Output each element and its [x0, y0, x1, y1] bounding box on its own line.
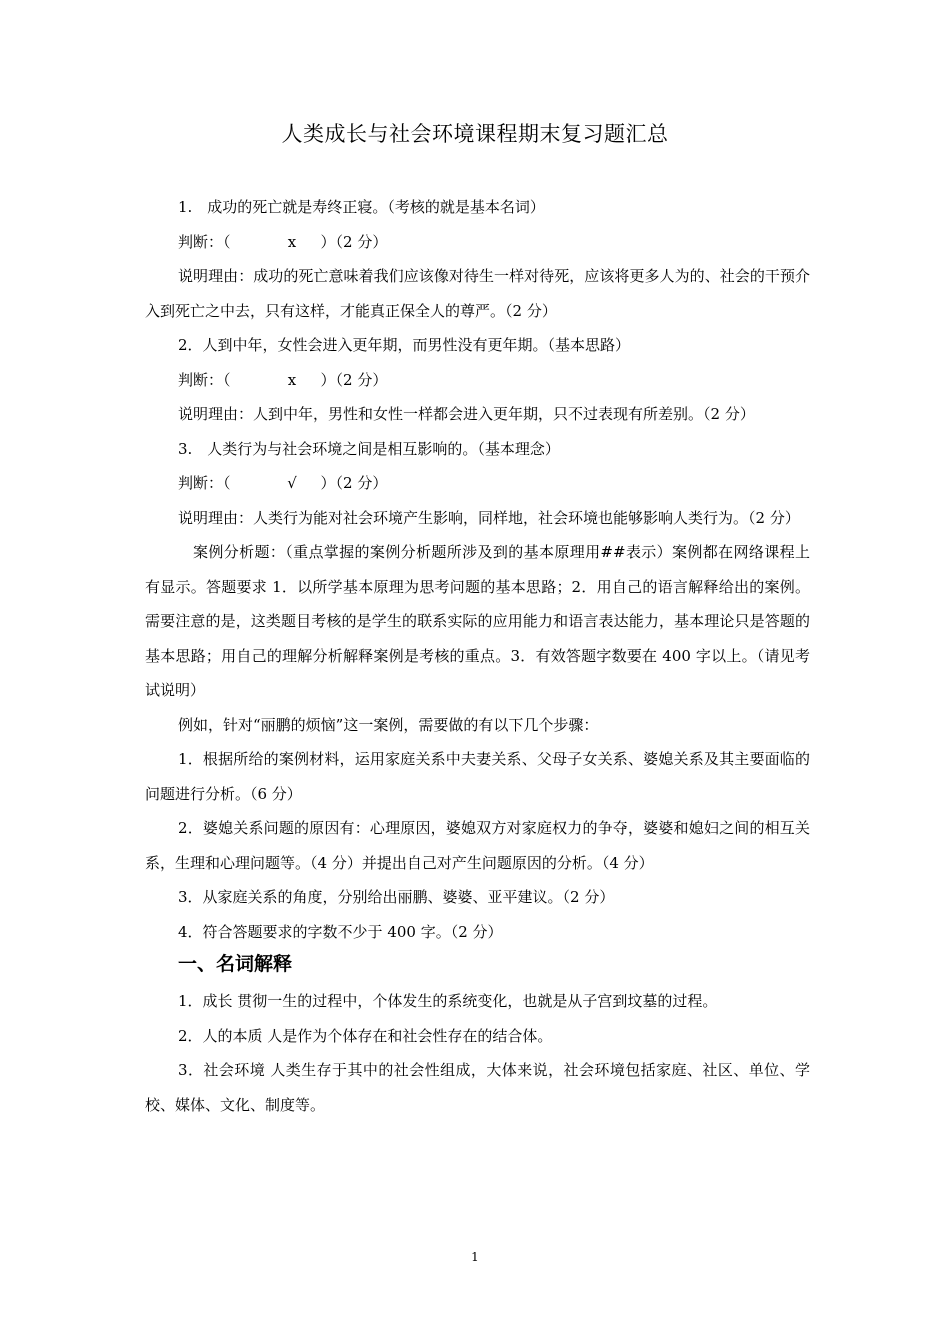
judge-prefix: 判断：（ — [178, 474, 231, 492]
question-2-reason: 说明理由：人到中年，男性和女性一样都会进入更年期，只不过表现有所差别。（2 分） — [178, 405, 755, 423]
case-example: 例如，针对“丽鹏的烦恼”这一案例，需要做的有以下几个步骤： — [178, 715, 599, 734]
judge-mark: x — [287, 370, 297, 389]
question-3-reason: 说明理由：人类行为能对社会环境产生影响，同样地，社会环境也能够影响人类行为。（2 分） — [178, 508, 800, 527]
judge-suffix: ）（2 分） — [320, 474, 388, 492]
case-step-4: 4．符合答题要求的字数不少于 400 字。（2 分） — [178, 922, 503, 941]
document-title: 人类成长与社会环境课程期末复习题汇总 — [281, 122, 669, 146]
judge-mark: x — [287, 232, 297, 251]
judge-mark: √ — [287, 474, 297, 492]
question-2-judgement — [145, 363, 810, 398]
section-heading-terms: 一、名词解释 — [178, 953, 293, 975]
question-1-stem: 1. 成功的死亡就是寿终正寝。（考核的就是基本名词） — [178, 198, 545, 216]
question-3-judgement — [145, 466, 810, 501]
question-3-stem: 3. 人类行为与社会环境之间是相互影响的。（基本理念） — [178, 439, 560, 458]
judge-suffix: ）（2 分） — [320, 370, 388, 389]
case-step-1: 1．根据所给的案例材料，运用家庭关系中夫妻关系、父母子女关系、婆媳关系及其主要面临的问题进行分析。（6 分） — [145, 750, 810, 803]
judge-prefix: 判断：（ — [178, 232, 231, 251]
case-analysis-intro: 案例分析题：（重点掌握的案例分析题所涉及到的基本原理用##表示）案例都在网络课程上有显示。答题要求 1．以所学基本原理为思考问题的基本思路；2．用自己的语言解释给出的案例。需要注意的是，这类题目考核的是学生的联系实际的应用能力和语言表达能力，基本理论只是答题的基本思路；用自己的理解分析解释案例是考核的重点。3．有效答题字数要在 400 字以上。（请见考试说明） — [145, 543, 810, 699]
case-step-2: 2．婆媳关系问题的原因有：心理原因，婆媳双方对家庭权力的争夺，婆婆和媳妇之间的相互关系，生理和心理问题等。（4 分）并提出自己对产生问题原因的分析。（4 分） — [145, 819, 810, 872]
judge-prefix: 判断：（ — [178, 370, 231, 389]
question-1-reason: 说明理由：成功的死亡意味着我们应该像对待生一样对待死，应该将更多人为的、社会的干预介入到死亡之中去，只有这样，才能真正保全人的尊严。（2 分） — [145, 267, 810, 320]
document-body — [145, 190, 810, 1122]
question-2-stem: 2．人到中年，女性会进入更年期，而男性没有更年期。（基本思路） — [178, 336, 631, 354]
page-number: 1 — [471, 1250, 479, 1264]
term-human-nature: 2．人的本质 人是作为个体存在和社会性存在的结合体。 — [178, 1026, 553, 1045]
term-growth: 1．成长 贯彻一生的过程中，个体发生的系统变化，也就是从子宫到坟墓的过程。 — [178, 992, 718, 1010]
case-step-3: 3．从家庭关系的角度，分别给出丽鹏、婆婆、亚平建议。（2 分） — [178, 888, 615, 906]
term-social-environment: 3．社会环境 人类生存于其中的社会性组成，大体来说，社会环境包括家庭、社区、单位、学校、媒体、文化、制度等。 — [145, 1061, 810, 1114]
judge-suffix: ）（2 分） — [320, 232, 388, 251]
question-1-judgement — [145, 225, 810, 260]
